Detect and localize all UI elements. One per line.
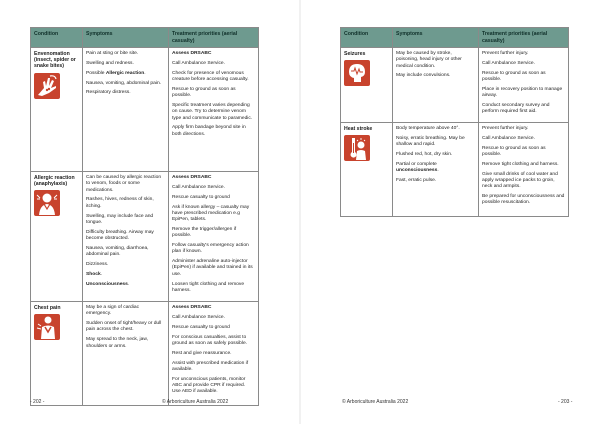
- treatment-item: Rest and give reassurance.: [172, 350, 232, 356]
- first-aid-table-right: [340, 27, 569, 217]
- table-header-row: [31, 28, 259, 48]
- header-treatment: Treatment priorities (aerial casualty): [479, 28, 569, 48]
- symptoms-cell: [83, 172, 169, 302]
- symptom-item: Swelling, may include face and tongue.: [86, 213, 154, 225]
- symptom-item: Fast, erratic pulse.: [396, 178, 437, 184]
- treatment-cell: [169, 48, 259, 172]
- header-symptoms: Symptoms: [393, 28, 479, 48]
- treatment-item: Remove the trigger/allergen if possible.: [172, 226, 237, 239]
- condition-name: Chest pain: [34, 305, 61, 311]
- chest-pain-icon: [34, 314, 60, 340]
- header-treatment: Treatment priorities (aerial casualty): [169, 28, 259, 48]
- treatment-item: Specific treatment varies depending on cause. Try to determine venom type and communicate to paramedic.: [172, 102, 253, 121]
- condition-cell: [31, 172, 83, 302]
- condition-name: Heat stroke: [344, 126, 373, 133]
- copyright: © Arboriculture Australia 2022: [342, 399, 409, 405]
- treatment-item: Rescue to ground as soon as possible.: [482, 70, 546, 82]
- symptom-item: May spread to the neck, jaw, shoulders or arms.: [86, 337, 148, 349]
- symptom-item: Noisy, erratic breathing. May be shallow and rapid.: [396, 135, 465, 148]
- treatment-item: Assess DRSABC: [172, 175, 212, 180]
- first-aid-table-left: [30, 27, 259, 406]
- symptom-item: Difficulty breathing. Airway may become obstructed.: [86, 229, 154, 241]
- treatment-cell: [479, 48, 569, 123]
- treatment-item: Rescue casualty to ground: [172, 194, 230, 200]
- table-row: [31, 172, 259, 302]
- symptom-item: Flushed red, hot, dry skin.: [396, 152, 453, 158]
- treatment-item: Call Ambulance Service.: [172, 314, 226, 320]
- symptom-item: Can be caused by allergic reaction to venom, foods or some medications.: [86, 175, 162, 193]
- treatment-item: For unconscious patients, monitor ABC and provide CPR if required. Use AED if available.: [172, 376, 246, 395]
- table-row: [31, 302, 259, 406]
- symptom-item: Rashes, hives, redness of skin, itching.: [86, 197, 154, 209]
- header-condition: Condition: [31, 28, 83, 48]
- condition-name: Allergic reaction (anaphylaxis): [34, 175, 75, 188]
- table-header-row: [341, 28, 569, 48]
- treatment-item: Loosen tight clothing and remove harness.: [172, 281, 245, 293]
- treatment-item: Remove tight clothing and harness.: [482, 161, 559, 167]
- treatment-item: Rescue to ground as soon as possible.: [172, 86, 236, 99]
- bite-hand-icon: [34, 73, 60, 99]
- symptom-item: Shock.: [86, 271, 103, 277]
- header-symptoms: Symptoms: [83, 28, 169, 48]
- symptoms-cell: [83, 302, 169, 406]
- symptoms-cell: [393, 123, 479, 217]
- treatment-item: Call Ambulance Service.: [172, 60, 226, 66]
- condition-cell: [31, 302, 83, 406]
- symptom-item: May be caused by stroke, poisoning, head injury or other medical condition.: [396, 51, 462, 69]
- treatment-item: Rescue casualty to ground: [172, 324, 230, 330]
- condition-cell: [341, 48, 393, 123]
- seizure-brain-icon: [344, 60, 370, 86]
- symptom-item: Body temperature above 40°.: [396, 126, 460, 132]
- treatment-item: Assess DRSABC: [172, 51, 212, 56]
- treatment-item: Check for presence of venomous creature before accessing casualty.: [172, 70, 249, 82]
- page-number: - 202 -: [30, 399, 45, 405]
- symptom-item: Nausea, vomiting, diarrhoea, abdominal pain.: [86, 245, 149, 258]
- symptom-item: Pain at sting or bite site.: [86, 51, 139, 56]
- treatment-item: Apply firm bandage beyond site in both directions.: [172, 125, 246, 137]
- treatment-item: Ask if known allergy – casualty may have prescribed medication e.g EpiPen, tablets.: [172, 204, 250, 223]
- table-row: [31, 48, 259, 172]
- treatment-item: Call Ambulance Service.: [172, 184, 226, 190]
- page-number: - 203 -: [558, 399, 573, 405]
- treatment-item: Rescue to ground as soon as possible.: [482, 145, 546, 158]
- condition-cell: [341, 123, 393, 217]
- treatment-item: Call Ambulance Service.: [482, 135, 536, 141]
- copyright: © Arboriculture Australia 2022: [162, 399, 229, 405]
- treatment-item: Call Ambulance Service.: [482, 60, 536, 66]
- treatment-item: Assess DRSABC: [172, 305, 212, 310]
- symptom-item: Possible Allergic reaction.: [86, 70, 146, 76]
- treatment-item: Give small drinks of cool water and apply wrapped ice packs to groin, neck and armpits.: [482, 171, 558, 190]
- symptom-item: Swelling and redness.: [86, 60, 134, 66]
- symptom-item: Partial or complete unconsciousness.: [396, 161, 439, 174]
- condition-cell: [31, 48, 83, 172]
- symptom-item: Sudden onset of tight/heavy or dull pain across the chest.: [86, 321, 162, 333]
- treatment-cell: [479, 123, 569, 217]
- symptom-item: May be a sign of cardiac emergency.: [86, 305, 140, 317]
- symptoms-cell: [83, 48, 169, 172]
- symptom-item: Respiratory distress.: [86, 90, 131, 96]
- treatment-item: Place in recovery position to manage airway.: [482, 86, 563, 99]
- symptom-item: Dizziness.: [86, 261, 109, 267]
- treatment-item: Assist with prescribed medication if available.: [172, 360, 249, 372]
- treatment-cell: [169, 172, 259, 302]
- table-row: [341, 123, 569, 217]
- treatment-cell: [169, 302, 259, 406]
- header-condition: Condition: [341, 28, 393, 48]
- treatment-item: For conscious casualties, assist to ground as soon as safely possible.: [172, 334, 248, 346]
- treatment-item: Conduct secondary survey and perform required first aid.: [482, 102, 550, 115]
- treatment-item: Administer adrenaline auto-injector (EpiPen) if available and trained in its use.: [172, 259, 253, 277]
- symptoms-cell: [393, 48, 479, 123]
- table-row: [341, 48, 569, 123]
- treatment-item: Prevent further injury.: [482, 51, 529, 56]
- treatment-item: Prevent further injury.: [482, 126, 529, 132]
- symptom-item: May include convulsions.: [396, 73, 451, 79]
- anaphylaxis-person-icon: [34, 190, 60, 216]
- treatment-item: Be prepared for unconsciousness and possible resuscitation.: [482, 194, 565, 206]
- condition-name: Seizures: [344, 51, 366, 57]
- right-page: [300, 0, 600, 424]
- heat-stroke-icon: [344, 135, 370, 161]
- symptom-item: Nausea, vomiting, abdominal pain.: [86, 80, 162, 86]
- treatment-item: Follow casualty's emergency action plan if known.: [172, 243, 249, 255]
- condition-name: Envenomation (insect, spider or snake bites): [34, 51, 76, 70]
- symptom-item: Unconsciousness.: [86, 281, 130, 287]
